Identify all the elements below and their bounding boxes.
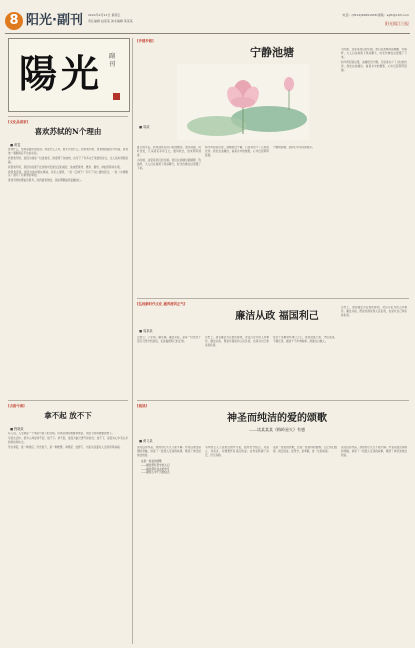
article-title: 喜欢苏轼的N个理由 <box>34 127 102 136</box>
calligraphy-title: 陽光 <box>19 51 104 96</box>
divider <box>137 298 409 299</box>
byline: ■ 程晓某 <box>10 427 24 431</box>
article-body-col3 <box>273 446 337 642</box>
byline: ■ 黄义某 <box>139 439 153 443</box>
contact-info: 电话：(0512)66891958 邮箱：sgfk@163.com <box>342 13 409 17</box>
article-5 <box>137 400 409 644</box>
paragraph: 古语云：公生明，廉生威。廉洁从政，是每一位党员干部应当坚守的底线，也是福国利己的正道。 <box>137 336 201 343</box>
paragraph: 我喜欢苏轼，是因为他是一位美食家，他发明了东坡肉，也写下了许多关于美食的诗文，让人读来垂涎欲滴。 <box>8 156 128 164</box>
paragraph: 书中的主人公在艰苦的岁月里，始终坚守信念，对爱人、对家乡、对理想怀有深沉的爱。这份爱跨越了时空，历久弥新。 <box>205 446 269 457</box>
article-body <box>8 148 128 360</box>
divider <box>137 400 409 401</box>
paragraph: 喜欢苏轼的理由有很多，而我最喜欢的，是他那颗始终温暖的心。 <box>8 179 84 183</box>
masthead-divider <box>5 33 410 34</box>
article-body-col2 <box>205 446 269 642</box>
poem-line: ——献给心中不灭的信念 <box>141 471 170 475</box>
red-seal <box>113 93 120 100</box>
paragraph: 我喜欢苏轼，是因为他善于在逆境中发现生活的美好，他被贬黄州、惠州、儋州，却始终保持乐观。 <box>8 165 123 169</box>
article-body-col3 <box>273 146 337 296</box>
editor-credits: 责任编辑 赵某某 美术编辑 某某某 <box>88 19 133 23</box>
paragraph: 有人说，人生就是一个拿起与放下的过程。该拿起的时候要拿得起，该放下的时候要放得下。 <box>8 432 115 435</box>
paragraph: 读完这部作品，我的内心久久不能平静。作者以饱含深情的笔触，讲述了一段感人至深的故事，歌颂了神圣而纯洁的爱。 <box>341 446 407 457</box>
article-3 <box>137 298 409 398</box>
column-tag: [阅读] <box>137 404 147 408</box>
paragraph: 如今再回到这里，池塘依旧宁静，只是身边少了儿时的伙伴。我坐在池塘边，看着水中的倒影，心中泛起阵阵涟漪。 <box>205 146 269 157</box>
article-title: 神圣而纯洁的爱的颂歌 <box>227 413 327 424</box>
paragraph: 历史上，清官廉吏为百姓所称颂，贪官污吏为世人所唾弃。廉洁从政，既是对国家和人民负责，也是对自己和家庭负责。 <box>341 306 407 317</box>
column-divider <box>132 38 133 644</box>
brand-name: 阳光镇江日报 <box>385 21 409 26</box>
article-2 <box>137 38 409 296</box>
article-body-col4 <box>341 48 407 296</box>
divider <box>8 116 128 117</box>
article-subtitle: ——读某某某《梅岭星火》有感 <box>249 427 305 432</box>
paragraph: 小时候，这里是我们的乐园。我们在池塘边捉蜻蜓、钓鱼虾，大人们在树荫下乘凉聊天，时光仿佛在这里慢了下来。 <box>341 48 407 59</box>
poem-line: ——献给那些坚守的人们 <box>141 463 170 467</box>
issue-date: 2022年4月21日 星期五 <box>88 13 121 17</box>
section-title: 阳光·副刊 <box>26 13 83 28</box>
article-title: 拿不起 放不下 <box>44 411 92 420</box>
column-tag: [乡情乡韵] <box>137 39 154 43</box>
paragraph: 这是一首爱的颂歌，也是一首信仰的赞歌。它让我们懂得，真正的爱，是坚守，是奉献，是一生的承诺。 <box>273 446 337 453</box>
article-body-col1 <box>137 446 201 642</box>
byline: ■ 黄雯 <box>10 143 21 147</box>
calligraphy-sub: 副刊 <box>109 53 116 68</box>
article-title: 廉洁从政 福国利己 <box>235 311 319 322</box>
paragraph: 如今再回到这里，池塘依旧宁静，只是身边少了儿时的伙伴。我坐在池塘边，看着水中的倒影，心中泛起阵阵涟漪。 <box>341 60 407 72</box>
calligraphy-box <box>8 38 130 112</box>
article-body-col4 <box>341 446 407 642</box>
byline: ■ 周某某 <box>139 329 153 333</box>
paragraph: 宁静的池塘，是我心中永远的故乡。 <box>273 146 315 149</box>
article-body-col1 <box>137 336 201 396</box>
article-1 <box>8 116 128 362</box>
paragraph: 夏日的午后，我来到老家村口的池塘边。池水清澈，荷叶田田，几朵荷花亭亭玉立，微风吹过，送来阵阵清香。 <box>137 146 201 157</box>
poem-line: 这是一首爱的颂歌 <box>141 459 162 463</box>
paragraph: 可是生活中，很多人却是拿不起、放不下。拿不起，是因为缺乏勇气和担当；放不下，是因为心中有太多的牵挂和执念。 <box>8 436 128 444</box>
divider <box>8 400 128 401</box>
article-body-col2 <box>205 336 269 396</box>
article-4 <box>8 400 128 644</box>
article-body-col4 <box>341 306 407 396</box>
article-body-col3 <box>273 336 337 396</box>
byline: ■ 周淑 <box>139 125 150 129</box>
lotus-illustration <box>177 64 309 140</box>
paragraph: 学会拿起，是一种责任；学会放下，是一种智慧。拿得起、放得下，方能从容面对人生的风风雨雨。 <box>8 445 123 449</box>
article-title: 宁静池塘 <box>250 46 294 59</box>
paragraph: 小时候，这里是我们的乐园。我们在池塘边捉蜻蜓、钓鱼虾，大人们在树荫下乘凉聊天，时光仿佛在这里慢了下来。 <box>137 158 201 170</box>
article-body <box>8 432 128 642</box>
column-tag: [弘扬新时代文化 涵养清风正气] <box>137 302 186 306</box>
article-body-col2 <box>205 146 269 296</box>
paragraph: 历史上，清官廉吏为百姓所称颂，贪官污吏为世人所唾弃。廉洁从政，既是对国家和人民负责，也是对自己和家庭负责。 <box>205 336 269 347</box>
masthead <box>0 0 415 36</box>
column-tag: [文化品读家] <box>8 120 29 124</box>
paragraph: 党员干部要常怀律己之心，常思贪欲之害，守住底线，不越红线，做到干干净净做事，清清白白做人。 <box>273 336 337 343</box>
paragraph: 读完这部作品，我的内心久久不能平静。作者以饱含深情的笔触，讲述了一段感人至深的故事，歌颂了神圣而纯洁的爱。 <box>137 446 201 457</box>
page-number-badge: 8 <box>5 12 23 30</box>
paragraph: 我喜欢苏轼，是因为他对朋友真诚，对家人深情，一首《江城子》写尽了对亡妻的思念，一首《水调歌头》道尽了对弟弟的牵挂。 <box>8 170 128 178</box>
poem <box>141 460 201 476</box>
paragraph: 喜欢什么，坚持是最好的回答。你说什么人多，他才会也什么。我喜欢苏轼，喜欢他的豁达与坦荡，喜欢他一蓑烟雨任平生的从容。 <box>8 148 128 155</box>
poem-line: ——献给那些远去的岁月 <box>141 467 170 471</box>
article-body-col1 <box>137 146 201 296</box>
lotus-image <box>177 64 309 140</box>
column-tag: [古韵今谈] <box>8 404 25 408</box>
